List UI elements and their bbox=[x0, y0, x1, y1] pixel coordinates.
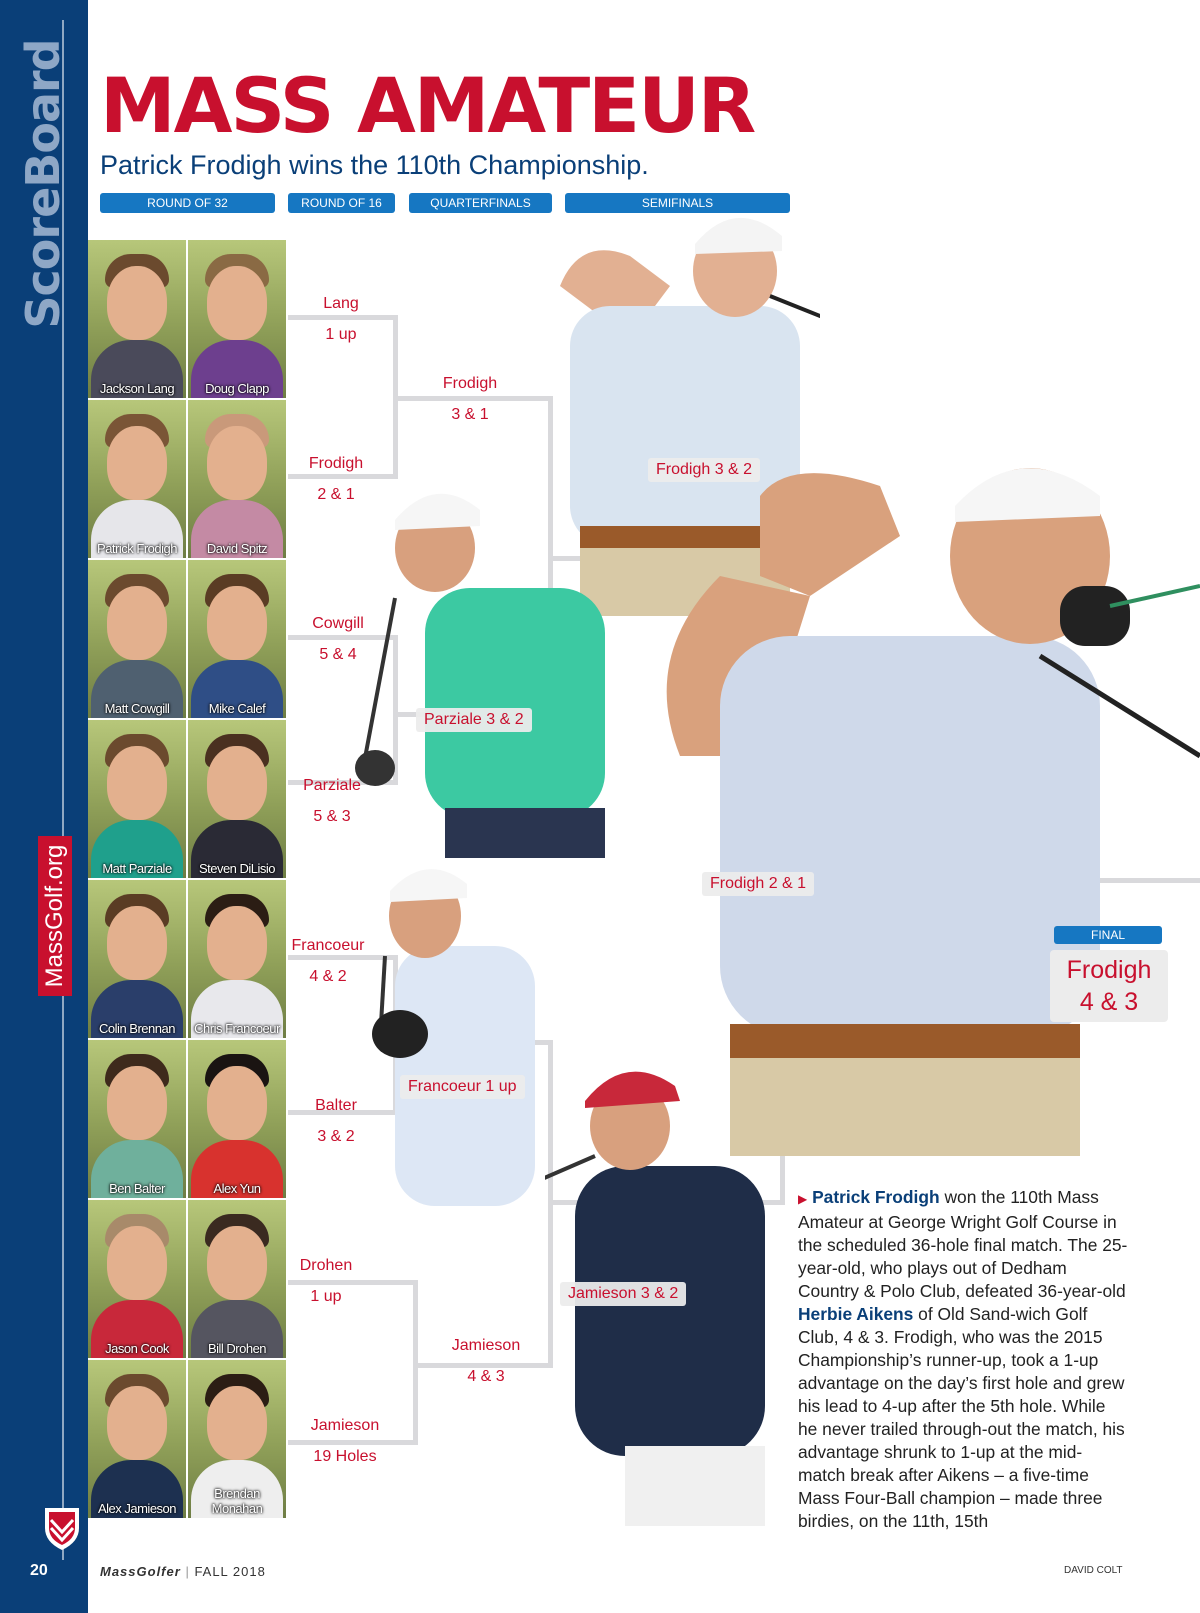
player-name: Chris Francoeur bbox=[194, 1021, 280, 1036]
r16-result: Jamieson 4 & 3 bbox=[451, 1337, 521, 1386]
player-photo bbox=[188, 1200, 286, 1358]
r32-result: Balter 3 & 2 bbox=[315, 1097, 357, 1146]
player-name: Ben Balter bbox=[109, 1181, 165, 1196]
magazine-issue: FALL 2018 bbox=[194, 1564, 266, 1579]
player-photo bbox=[88, 560, 186, 718]
photo-credit: DAVID COLT bbox=[1064, 1565, 1123, 1576]
player-photo bbox=[88, 1200, 186, 1358]
round-tab-round-of-16: ROUND OF 16 bbox=[288, 193, 395, 213]
player-photo bbox=[188, 720, 286, 878]
magazine-footer: MassGolfer | FALL 2018 bbox=[100, 1564, 266, 1579]
final-score: 4 & 3 bbox=[1079, 988, 1139, 1016]
player-name: Matt Cowgill bbox=[104, 701, 170, 716]
r32-result: Jamieson 19 Holes bbox=[310, 1417, 380, 1466]
article-name: Herbie Aikens bbox=[798, 1304, 914, 1324]
article-text bbox=[798, 1186, 1128, 1533]
player-name: Alex Jamieson bbox=[97, 1501, 177, 1516]
r32-result: Parziale 5 & 3 bbox=[303, 777, 361, 826]
player-name: Colin Brennan bbox=[99, 1021, 175, 1036]
player-photo bbox=[88, 720, 186, 878]
player-photo bbox=[188, 240, 286, 398]
section-title: ScoreBoard bbox=[16, 39, 70, 329]
player-name: Doug Clapp bbox=[205, 381, 269, 396]
sidebar bbox=[0, 0, 88, 1613]
r16-result-badge: Francoeur 1 up bbox=[400, 1075, 525, 1099]
player-name: Jason Cook bbox=[105, 1341, 169, 1356]
player-photo bbox=[88, 400, 186, 558]
player-name: Jackson Lang bbox=[99, 381, 175, 396]
page-number: 20 bbox=[30, 1562, 48, 1579]
website-url: MassGolf.org bbox=[38, 836, 72, 996]
player-photo bbox=[88, 880, 186, 1038]
player-name: Brendan Monahan bbox=[211, 1486, 263, 1516]
article-lead-name: Patrick Frodigh bbox=[812, 1187, 940, 1207]
r16-result-badge: Parziale 3 & 2 bbox=[416, 708, 532, 732]
magazine-name: MassGolfer bbox=[100, 1564, 181, 1579]
player-photo bbox=[188, 400, 286, 558]
final-winner: Frodigh bbox=[1066, 956, 1152, 984]
player-photo bbox=[188, 1360, 286, 1518]
qf-result-badge: Frodigh 3 & 2 bbox=[648, 458, 760, 482]
r32-result: Frodigh 2 & 1 bbox=[308, 455, 364, 504]
article-paragraph: of Old Sand-wich Golf Club, 4 & 3. Frodigh, who was the 2015 Championship’s runner-up, took a 1-up advantage on the day’s first hole and grew his lead to 4-up after the 5th hole. While he never trailed through-out the match, his advantage shrunk to 1-up at the mid-match break after Aikens – a five-time Mass Four-Ball champion – made three birdies, on the 11th, 15th bbox=[798, 1304, 1125, 1531]
player-name: Steven DiLisio bbox=[198, 861, 276, 876]
r32-result: Drohen 1 up bbox=[299, 1257, 353, 1306]
qf-result-badge: Jamieson 3 & 2 bbox=[560, 1282, 686, 1306]
page-title: MASS AMATEUR bbox=[100, 61, 755, 150]
bullet-icon: ▶ bbox=[798, 1192, 808, 1206]
round-tab-quarterfinals: QUARTERFINALS bbox=[409, 193, 552, 213]
golfer-photo-parziale bbox=[355, 478, 620, 858]
player-photo bbox=[88, 1360, 186, 1518]
page-subtitle: Patrick Frodigh wins the 110th Championship. bbox=[100, 150, 649, 180]
r32-result: Lang 1 up bbox=[323, 295, 359, 344]
player-name: Bill Drohen bbox=[207, 1341, 267, 1356]
article-paragraph: won the 110th Mass Amateur at George Wright Golf Course in the scheduled 36-hole final match. The 25-year-old, who plays out of Dedham Country & Polo Club, defeated 36-year-old bbox=[798, 1187, 1128, 1301]
final-tab: FINAL bbox=[1054, 926, 1162, 944]
player-name: Patrick Frodigh bbox=[97, 541, 177, 556]
r32-result: Cowgill 5 & 4 bbox=[312, 615, 364, 664]
player-name: Matt Parziale bbox=[102, 861, 172, 876]
golfer-photo-francoeur bbox=[355, 856, 545, 1206]
player-photo bbox=[88, 240, 186, 398]
mga-shield-icon bbox=[42, 1504, 82, 1552]
player-headshots bbox=[88, 240, 288, 1524]
player-photo bbox=[188, 1040, 286, 1198]
player-name: Alex Yun bbox=[213, 1181, 261, 1196]
player-photo bbox=[188, 560, 286, 718]
sf-result-badge: Frodigh 2 & 1 bbox=[702, 872, 814, 896]
player-name: Mike Calef bbox=[208, 701, 266, 716]
player-photo bbox=[188, 880, 286, 1038]
round-tab-semifinals: SEMIFINALS bbox=[565, 193, 790, 213]
r16-result: Frodigh 3 & 1 bbox=[442, 375, 498, 424]
player-photo bbox=[88, 1040, 186, 1198]
round-tab-round-of-32: ROUND OF 32 bbox=[100, 193, 275, 213]
final-result bbox=[1050, 950, 1168, 1022]
r32-result: Francoeur 4 & 2 bbox=[291, 937, 365, 986]
player-name: David Spitz bbox=[206, 541, 268, 556]
